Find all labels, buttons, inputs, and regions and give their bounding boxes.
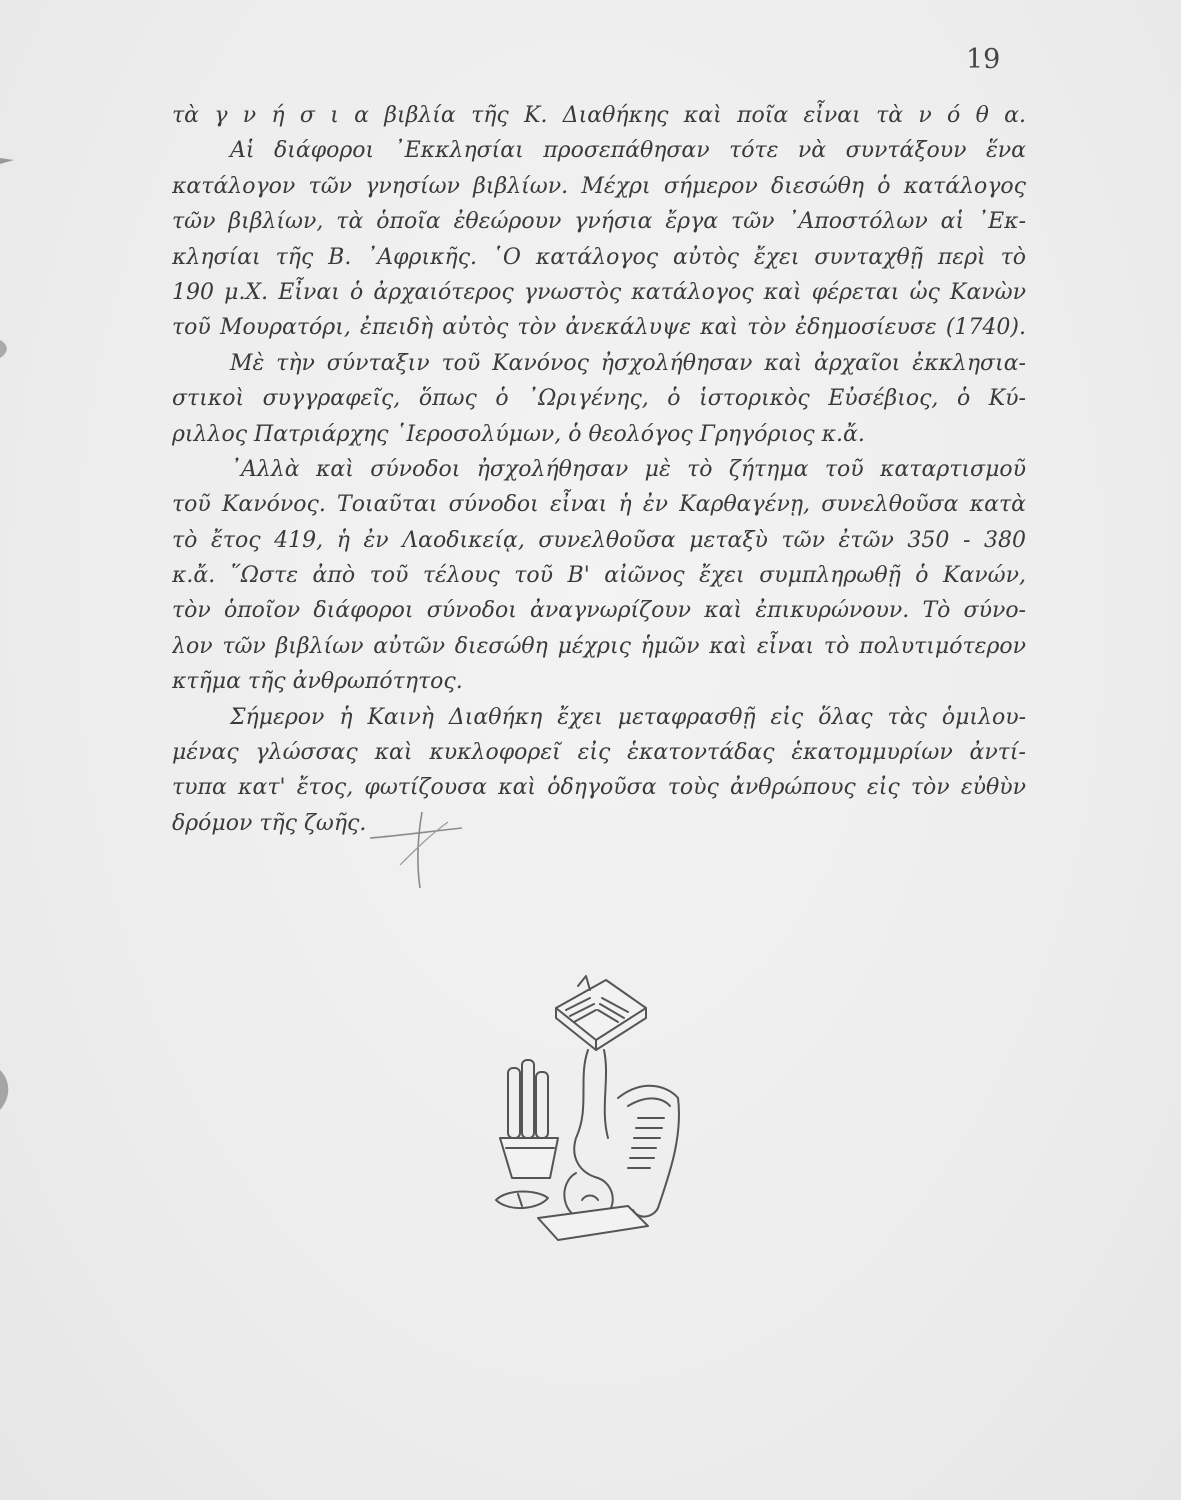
text-line: ᾿Αλλὰ καὶ σύνοδοι ἠσχολήθησαν μὲ τὸ ζήτημα τοῦ καταρτισμοῦ	[230, 456, 1026, 482]
text-line: τοῦ Κανόνος. Τοιαῦται σύνοδοι εἶναι ἡ ἐν Καρθαγένῃ, συνελθοῦσα κατὰ	[172, 492, 1026, 518]
text-line: τὰ γ ν ή σ ι α βιβλία τῆς Κ. Διαθήκης καὶ ποῖα εἶναι τὰ ν ό θ α.	[172, 103, 1026, 128]
binding-mark	[0, 330, 20, 370]
binding-mark	[0, 1060, 20, 1120]
text-line: κτῆμα τῆς ἀνθρωπότητος.	[172, 669, 463, 695]
text-line: μένας γλώσσας καὶ κυκλοφορεῖ εἰς ἑκατοντάδας ἑκατομμυρίων ἀντί-	[172, 740, 1026, 766]
text-line: ριλλος Πατριάρχης ῾Ιεροσολύμων, ὁ θεολόγος Γρηγόριος κ.ἄ.	[172, 421, 865, 447]
text-line: κατάλογον τῶν γνησίων βιβλίων. Μέχρι σήμερον διεσώθη ὁ κατάλογος	[172, 173, 1026, 199]
page-number: 19	[966, 44, 1001, 75]
text-line: Αἱ διάφοροι ᾿Εκκλησίαι προσεπάθησαν τότε νὰ συντάξουν ἕνα	[230, 138, 1026, 164]
text-line: τοῦ Μουρατόρι, ἐπειδὴ αὐτὸς τὸν ἀνεκάλυψε καὶ τὸν ἐδημοσίευσε (1740).	[172, 315, 1026, 341]
text-line: τυπα κατ' ἔτος, φωτίζουσα καὶ ὁδηγοῦσα τοὺς ἀνθρώπους εἰς τὸν εὐθὺν	[172, 775, 1026, 801]
text-line: κλησίαι τῆς Β. ᾿Αφρικῆς. ῾Ο κατάλογος αὐτὸς ἔχει συνταχθῇ περὶ τὸ	[172, 244, 1026, 270]
text-line: τῶν βιβλίων, τὰ ὁποῖα ἐθεώρουν γνήσια ἔργα τῶν ᾿Αποστόλων αἱ ᾿Εκ-	[172, 209, 1026, 235]
pencil-cross-mark-icon	[360, 810, 470, 890]
text-line: Μὲ τὴν σύνταξιν τοῦ Κανόνος ἠσχολήθησαν καὶ ἀρχαῖοι ἐκκλησια-	[230, 350, 1026, 376]
body-text	[172, 98, 1026, 841]
book-scrolls-quill-emblem-icon	[478, 968, 728, 1248]
text-line: τὸ ἔτος 419, ἡ ἐν Λαοδικείᾳ, συνελθοῦσα μεταξὺ τῶν ἐτῶν 350 - 380	[172, 527, 1026, 553]
text-line: τὸν ὁποῖον διάφοροι σύνοδοι ἀναγνωρίζουν καὶ ἐπικυρώνουν. Τὸ σύνο-	[172, 598, 1026, 624]
text-line: στικοὶ συγγραφεῖς, ὅπως ὁ ᾿Ωριγένης, ὁ ἱστορικὸς Εὐσέβιος, ὁ Κύ-	[172, 386, 1026, 412]
text-line: Σήμερον ἡ Καινὴ Διαθήκη ἔχει μεταφρασθῇ εἰς ὅλας τὰς ὁμιλου-	[230, 704, 1026, 730]
binding-mark	[0, 140, 20, 180]
text-line: δρόμον τῆς ζωῆς.	[172, 810, 367, 836]
text-line: 190 μ.Χ. Εἶναι ὁ ἀρχαιότερος γνωστὸς κατάλογος καὶ φέρεται ὡς Κανὼν	[172, 279, 1026, 305]
text-line: λον τῶν βιβλίων αὐτῶν διεσώθη μέχρις ἡμῶν καὶ εἶναι τὸ πολυτιμότερον	[172, 633, 1026, 659]
text-line: κ.ἄ. ῞Ωστε ἀπὸ τοῦ τέλους τοῦ Β' αἰῶνος ἔχει συμπληρωθῇ ὁ Κανών,	[172, 563, 1026, 589]
